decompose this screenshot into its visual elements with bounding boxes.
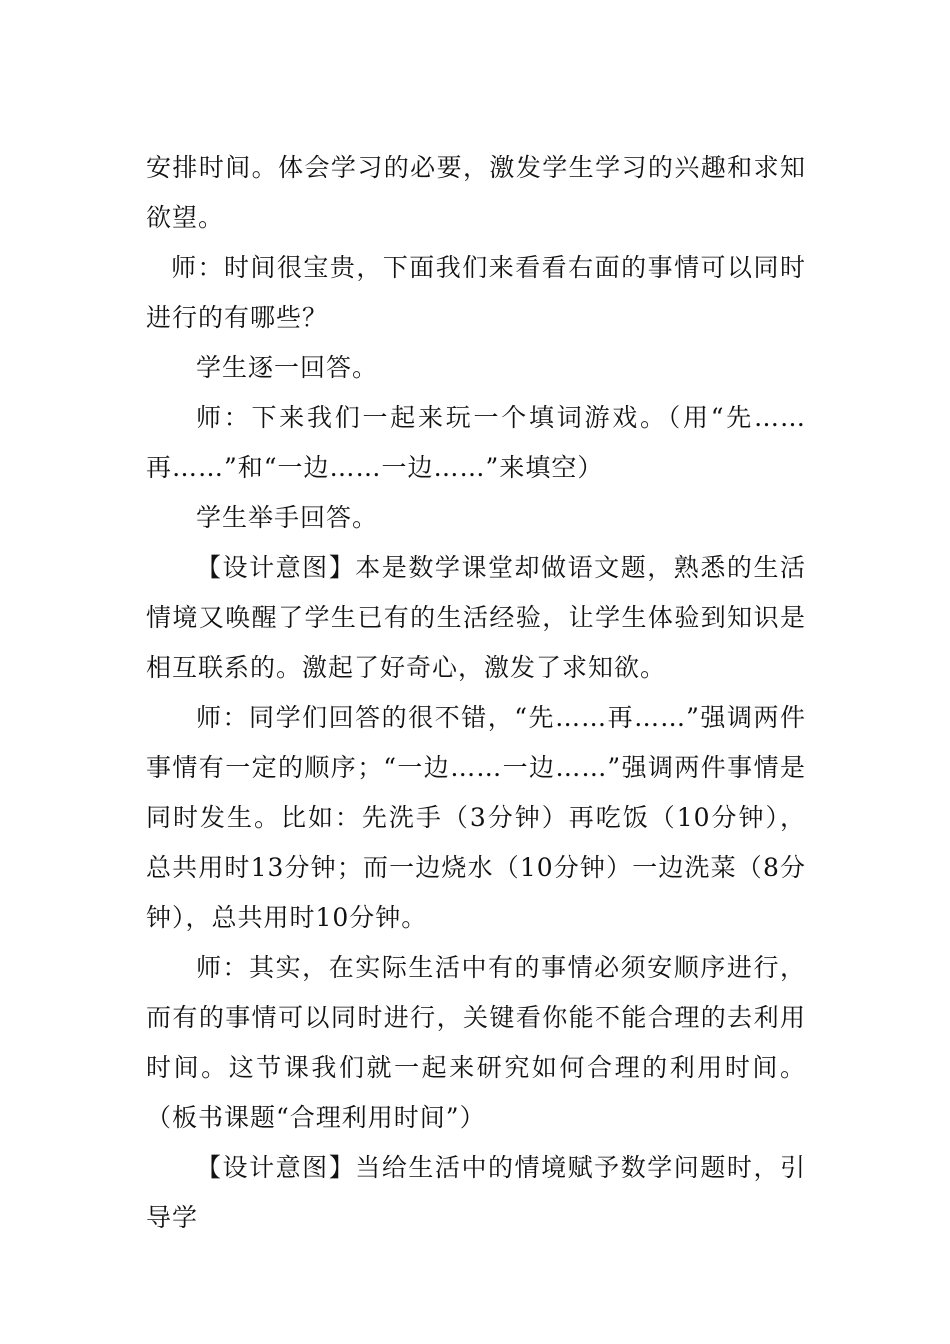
paragraph-student-answer: 学生逐一回答。 <box>196 353 379 382</box>
paragraph-word-game: 师：下来我们一起来玩一个填词游戏。（用“先……再……”和“一边……一边……”来填空） <box>146 403 806 482</box>
paragraph-teacher-explanation: 师：同学们回答的很不错，“先……再……”强调两件事情有一定的顺序；“一边……一边……”强调两件事情是同时发生。比如：先洗手（3分钟）再吃饭（10分钟），总共用时13分钟；而一边烧水（10分钟）一边洗菜（8分钟），总共用时10分钟。 <box>146 703 806 932</box>
paragraph-student-raise-hand: 学生举手回答。 <box>196 503 379 532</box>
paragraph-continuation: 安排时间。体会学习的必要，激发学生学习的兴趣和求知欲望。 <box>146 153 806 232</box>
paragraph-design-intent-2: 【设计意图】当给生活中的情境赋予数学问题时，引导学 <box>146 1153 806 1232</box>
document-body <box>146 143 806 1243</box>
paragraph-teacher-summary: 师：其实，在实际生活中有的事情必须安顺序进行，而有的事情可以同时进行，关键看你能不能合理的去利用时间。这节课我们就一起来研究如何合理的利用时间。（板书课题“合理利用时间”） <box>146 953 806 1132</box>
paragraph-teacher-question: 师：时间很宝贵，下面我们来看看右面的事情可以同时进行的有哪些？ <box>146 253 806 332</box>
paragraph-design-intent-1: 【设计意图】本是数学课堂却做语文题，熟悉的生活情境又唤醒了学生已有的生活经验，让学生体验到知识是相互联系的。激起了好奇心，激发了求知欲。 <box>146 553 806 682</box>
